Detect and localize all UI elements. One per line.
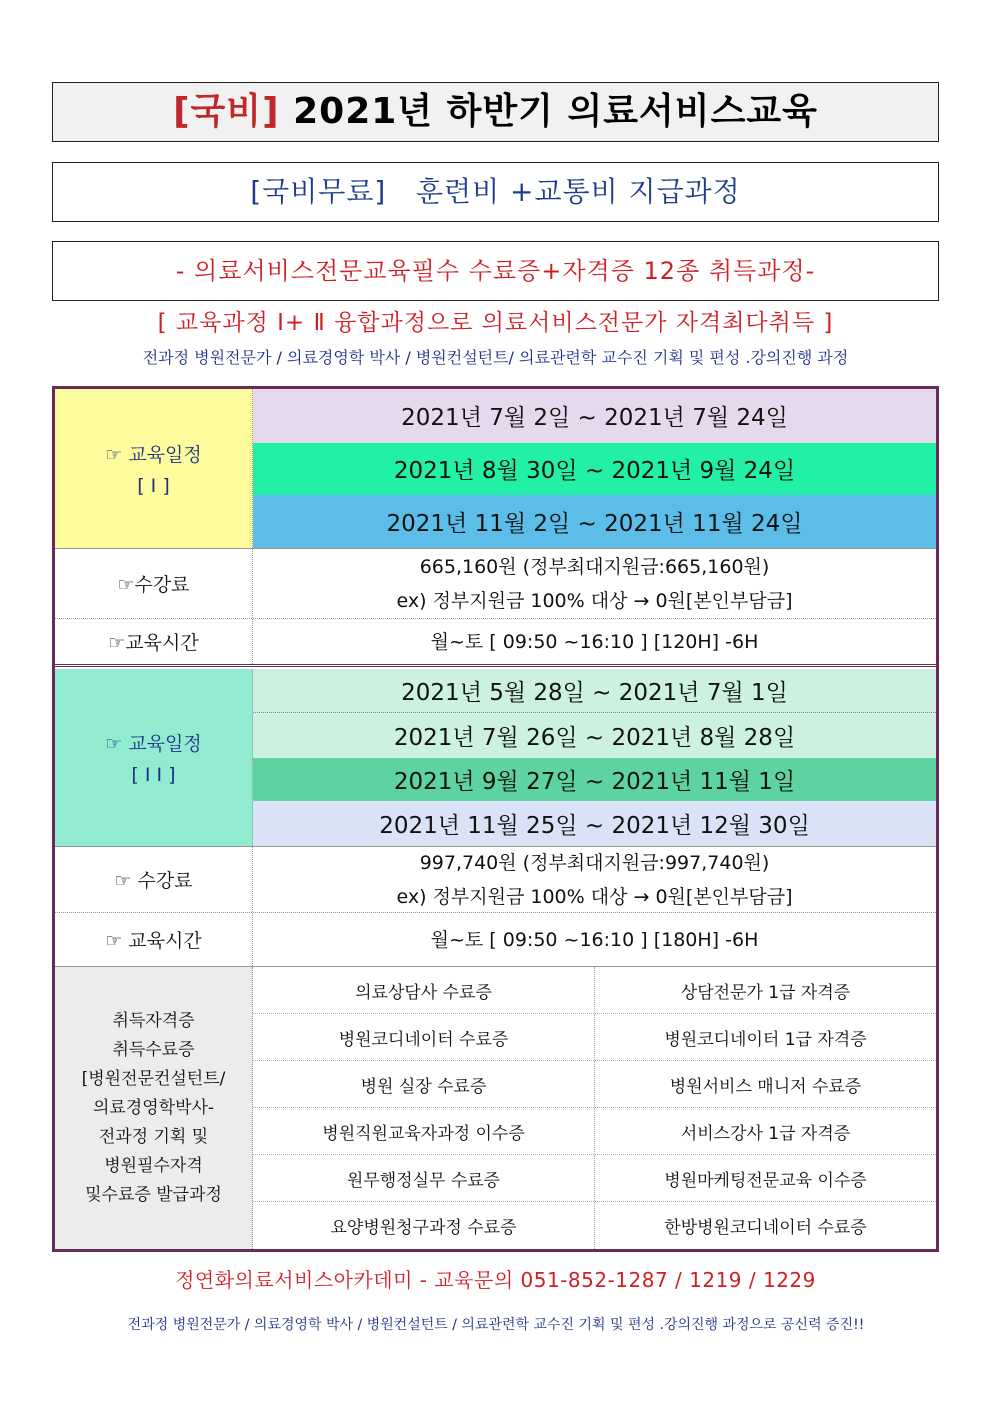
notice-banner <box>52 241 939 301</box>
cert-item: 의료상담사 수료증 <box>253 967 595 1013</box>
course2-fee-amount: 997,740원 (정부최대지원금:997,740원) <box>419 851 770 874</box>
course2-schedule-row <box>55 669 936 847</box>
cert-item: 한방병원코디네이터 수료증 <box>664 1218 867 1238</box>
subtitle-banner <box>52 162 939 222</box>
cert-label-line: [병원전문컨설턴트/ <box>81 1068 226 1089</box>
course1-schedule-3: 2021년 11월 2일 ~ 2021년 11월 24일 <box>253 495 936 548</box>
title-text: 2021년 하반기 의료서비스교육 <box>293 91 818 132</box>
course1-time-label: ☞교육시간 <box>55 619 253 664</box>
certificates-row <box>55 967 936 1249</box>
cert-label-line: 병원필수자격 <box>104 1155 203 1176</box>
cert-item: 요양병원청구과정 수료증 <box>253 1202 595 1249</box>
course2-time-label: ☞ 교육시간 <box>55 913 253 966</box>
cert-row <box>253 1014 936 1061</box>
course1-fee-example: ex) 정부지원금 100% 대상 → 0원[본인부담금] <box>396 589 793 612</box>
cert-item: 서비스강사 1급 자격증 <box>680 1123 851 1144</box>
course2-schedule-1: 2021년 5월 28일 ~ 2021년 7월 1일 <box>253 669 936 713</box>
cert-item: 병원직원교육자과정 이수증 <box>253 1108 595 1154</box>
course2-time-value <box>253 913 936 966</box>
course1-schedule-2: 2021년 8월 30일 ~ 2021년 9월 24일 <box>253 443 936 496</box>
cert-item: 상담전문가 1급 자격증 <box>680 982 851 1003</box>
course1-time-value <box>253 619 936 664</box>
cert-item: 병원코디네이터 수료증 <box>253 1014 595 1060</box>
certificates-grid <box>253 967 936 1249</box>
cert-item: 병원마케팅전문교육 이수증 <box>664 1170 867 1191</box>
cert-label-line: 의료경영학박사- <box>92 1097 215 1118</box>
course2-schedule-4: 2021년 11월 25일 ~ 2021년 12월 30일 <box>253 801 936 846</box>
notice-text: - 의료서비스전문교육필수 수료증+자격증 12종 취득과정- <box>175 257 816 285</box>
course2-fee-row <box>55 847 936 913</box>
certificates-label <box>55 967 253 1249</box>
course1-time-row <box>55 619 936 667</box>
course2-fee-value <box>253 847 936 912</box>
cert-item: 병원코디네이터 1급 자격증 <box>664 1029 867 1050</box>
course1-schedule-label <box>55 389 253 548</box>
course2-schedule-3: 2021년 9월 27일 ~ 2021년 11월 1일 <box>253 758 936 802</box>
cert-label-line: 전과정 기획 및 <box>98 1126 209 1147</box>
course1-schedule-row <box>55 389 936 549</box>
course2-fee-example: ex) 정부지원금 100% 대상 → 0원[본인부담금] <box>396 885 793 908</box>
course2-sublabel: [ Ⅰ Ⅰ ] <box>131 764 176 786</box>
contact-info: 정연화의료서비스아카데미 - 교육문의 051-852-1287 / 1219 / 1229 <box>175 1268 816 1292</box>
title-banner <box>52 82 939 142</box>
cert-row <box>253 1155 936 1202</box>
course1-fee-label: ☞수강료 <box>55 549 253 618</box>
faculty-text: 전과정 병원전문가 / 의료경영학 박사 / 병원컨설턴트/ 의료관련학 교수진 기획 및 편성 .강의진행 과정 <box>142 348 849 367</box>
cert-label-line: 취득자격증 <box>112 1010 195 1031</box>
course2-schedule-2: 2021년 7월 26일 ~ 2021년 8월 28일 <box>253 713 936 758</box>
title-tag: [국비] <box>173 91 280 132</box>
course2-time-text: 월~토 [ 09:50 ~16:10 ] [180H] -6H <box>430 928 759 951</box>
cert-item: 원무행정실무 수료증 <box>253 1155 595 1201</box>
cert-label-line: 취득수료증 <box>112 1039 195 1060</box>
course1-fee-value <box>253 549 936 618</box>
course1-label: ☞ 교육일정 <box>105 444 202 466</box>
page-title <box>53 83 938 141</box>
course1-time-text: 월~토 [ 09:50 ~16:10 ] [120H] -6H <box>430 630 759 653</box>
course1-schedule-list <box>253 389 936 548</box>
cert-label-line: 및수료증 발급과정 <box>85 1184 222 1205</box>
fusion-course-text: [ 교육과정 Ⅰ+ Ⅱ 융합과정으로 의료서비스전문가 자격최다취득 ] <box>157 310 834 336</box>
cert-row <box>253 1108 936 1155</box>
cert-item: 병원 실장 수료증 <box>253 1061 595 1107</box>
cert-row <box>253 1202 936 1249</box>
course2-schedule-list <box>253 669 936 846</box>
course-table <box>52 386 939 1252</box>
course1-fee-amount: 665,160원 (정부최대지원금:665,160원) <box>419 555 770 578</box>
course2-schedule-label <box>55 669 253 846</box>
course2-time-row <box>55 913 936 967</box>
cert-item: 병원서비스 매니저 수료증 <box>669 1076 862 1097</box>
cert-row <box>253 967 936 1014</box>
cert-row <box>253 1061 936 1108</box>
course1-schedule-1: 2021년 7월 2일 ~ 2021년 7월 24일 <box>253 389 936 443</box>
course1-fee-row <box>55 549 936 619</box>
subtitle-text: [국비무료] 훈련비 +교통비 지급과정 <box>250 175 741 208</box>
course1-sublabel: [ Ⅰ ] <box>137 475 170 497</box>
course2-fee-label: ☞ 수강료 <box>55 847 253 912</box>
course2-label: ☞ 교육일정 <box>105 733 202 755</box>
footer-note: 전과정 병원전문가 / 의료경영학 박사 / 병원컨설턴트 / 의료관련학 교수진 기획 및 편성 .강의진행 과정으로 공신력 증진!! <box>127 1317 865 1333</box>
